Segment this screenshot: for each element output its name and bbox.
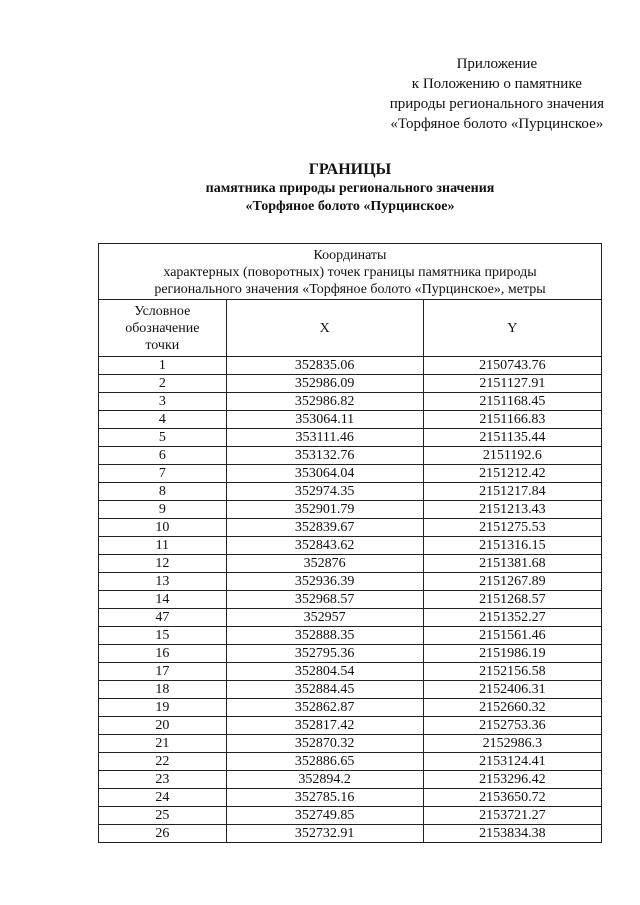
cell-point-id: 12	[99, 555, 227, 573]
caption-line: Координаты	[313, 248, 387, 263]
cell-y: 2153650.72	[423, 789, 601, 807]
table-row	[99, 789, 602, 807]
cell-point-id: 9	[99, 501, 227, 519]
table-row	[99, 555, 602, 573]
cell-point-id: 6	[99, 447, 227, 465]
cell-y: 2152753.36	[423, 717, 601, 735]
cell-x: 352884.45	[226, 681, 423, 699]
table-row	[99, 609, 602, 627]
table-row	[99, 717, 602, 735]
appendix-line: «Торфяное болото «Пурцинское»	[390, 116, 604, 132]
cell-point-id: 21	[99, 735, 227, 753]
cell-point-id: 15	[99, 627, 227, 645]
cell-y: 2151275.53	[423, 519, 601, 537]
cell-y: 2151986.19	[423, 645, 601, 663]
cell-x: 352986.09	[226, 375, 423, 393]
cell-point-id: 18	[99, 681, 227, 699]
cell-x: 352974.35	[226, 483, 423, 501]
document-subtitle: «Торфяное болото «Пурцинское»	[245, 199, 455, 214]
cell-x: 352886.65	[226, 753, 423, 771]
cell-x: 352843.62	[226, 537, 423, 555]
cell-x: 352936.39	[226, 573, 423, 591]
cell-x: 352888.35	[226, 627, 423, 645]
cell-point-id: 13	[99, 573, 227, 591]
cell-y: 2151212.42	[423, 465, 601, 483]
cell-point-id: 26	[99, 825, 227, 843]
cell-x: 352839.67	[226, 519, 423, 537]
cell-x: 353111.46	[226, 429, 423, 447]
cell-point-id: 47	[99, 609, 227, 627]
cell-point-id: 23	[99, 771, 227, 789]
cell-point-id: 4	[99, 411, 227, 429]
table-row	[99, 591, 602, 609]
table-row	[99, 465, 602, 483]
table-row	[99, 699, 602, 717]
cell-x: 352968.57	[226, 591, 423, 609]
cell-point-id: 20	[99, 717, 227, 735]
table-row	[99, 627, 602, 645]
caption-line: характерных (поворотных) точек границы памятника природы	[163, 265, 537, 280]
table-row	[99, 663, 602, 681]
cell-x: 352901.79	[226, 501, 423, 519]
cell-y: 2151127.91	[423, 375, 601, 393]
cell-point-id: 24	[99, 789, 227, 807]
cell-point-id: 3	[99, 393, 227, 411]
table-row	[99, 393, 602, 411]
cell-point-id: 16	[99, 645, 227, 663]
cell-point-id: 11	[99, 537, 227, 555]
column-header-x: X	[226, 300, 423, 357]
cell-x: 352795.36	[226, 645, 423, 663]
table-row	[99, 375, 602, 393]
cell-y: 2152406.31	[423, 681, 601, 699]
cell-x: 352732.91	[226, 825, 423, 843]
table-caption	[99, 244, 602, 300]
cell-y: 2153296.42	[423, 771, 601, 789]
cell-x: 352870.32	[226, 735, 423, 753]
cell-x: 353064.04	[226, 465, 423, 483]
appendix-line: Приложение	[456, 56, 538, 72]
table-row	[99, 825, 602, 843]
appendix-line: к Положению о памятнике	[411, 76, 582, 92]
table-row	[99, 537, 602, 555]
table-row	[99, 429, 602, 447]
table-row	[99, 519, 602, 537]
cell-point-id: 7	[99, 465, 227, 483]
cell-y: 2152660.32	[423, 699, 601, 717]
cell-point-id: 1	[99, 357, 227, 375]
table-row	[99, 645, 602, 663]
cell-y: 2151381.68	[423, 555, 601, 573]
cell-x: 352876	[226, 555, 423, 573]
cell-x: 352749.85	[226, 807, 423, 825]
cell-point-id: 10	[99, 519, 227, 537]
document-subtitle: памятника природы регионального значения	[205, 181, 495, 196]
table-row	[99, 447, 602, 465]
cell-x: 352986.82	[226, 393, 423, 411]
table-row	[99, 501, 602, 519]
document-heading	[0, 160, 640, 216]
cell-y: 2152986.3	[423, 735, 601, 753]
table-row	[99, 735, 602, 753]
cell-x: 352817.42	[226, 717, 423, 735]
table-row	[99, 771, 602, 789]
cell-y: 2153124.41	[423, 753, 601, 771]
table-row	[99, 483, 602, 501]
cell-y: 2151561.46	[423, 627, 601, 645]
cell-y: 2150743.76	[423, 357, 601, 375]
cell-point-id: 22	[99, 753, 227, 771]
table-row	[99, 357, 602, 375]
appendix-line: природы регионального значения	[389, 96, 604, 112]
cell-y: 2151268.57	[423, 591, 601, 609]
cell-x: 353132.76	[226, 447, 423, 465]
cell-y: 2151213.43	[423, 501, 601, 519]
appendix-note	[390, 54, 604, 134]
cell-y: 2151352.27	[423, 609, 601, 627]
cell-y: 2152156.58	[423, 663, 601, 681]
cell-y: 2151267.89	[423, 573, 601, 591]
document-title: ГРАНИЦЫ	[308, 161, 392, 178]
cell-y: 2153721.27	[423, 807, 601, 825]
table-row	[99, 573, 602, 591]
cell-x: 352957	[226, 609, 423, 627]
cell-x: 353064.11	[226, 411, 423, 429]
cell-point-id: 5	[99, 429, 227, 447]
cell-x: 352835.06	[226, 357, 423, 375]
cell-y: 2151217.84	[423, 483, 601, 501]
table-row	[99, 753, 602, 771]
cell-point-id: 25	[99, 807, 227, 825]
cell-y: 2151166.83	[423, 411, 601, 429]
table-row	[99, 681, 602, 699]
coordinates-table	[98, 243, 602, 843]
table-row	[99, 807, 602, 825]
cell-x: 352804.54	[226, 663, 423, 681]
cell-point-id: 8	[99, 483, 227, 501]
column-header-point: Условное обозначение точки	[99, 300, 227, 357]
cell-y: 2151316.15	[423, 537, 601, 555]
cell-point-id: 19	[99, 699, 227, 717]
cell-x: 352862.87	[226, 699, 423, 717]
cell-y: 2151192.6	[423, 447, 601, 465]
cell-point-id: 14	[99, 591, 227, 609]
cell-y: 2151135.44	[423, 429, 601, 447]
cell-x: 352894.2	[226, 771, 423, 789]
cell-x: 352785.16	[226, 789, 423, 807]
column-header-y: Y	[423, 300, 601, 357]
cell-y: 2151168.45	[423, 393, 601, 411]
caption-line: регионального значения «Торфяное болото «Пурцинское», метры	[154, 282, 546, 297]
cell-point-id: 2	[99, 375, 227, 393]
table-body	[99, 357, 602, 843]
table-row	[99, 411, 602, 429]
cell-point-id: 17	[99, 663, 227, 681]
cell-y: 2153834.38	[423, 825, 601, 843]
